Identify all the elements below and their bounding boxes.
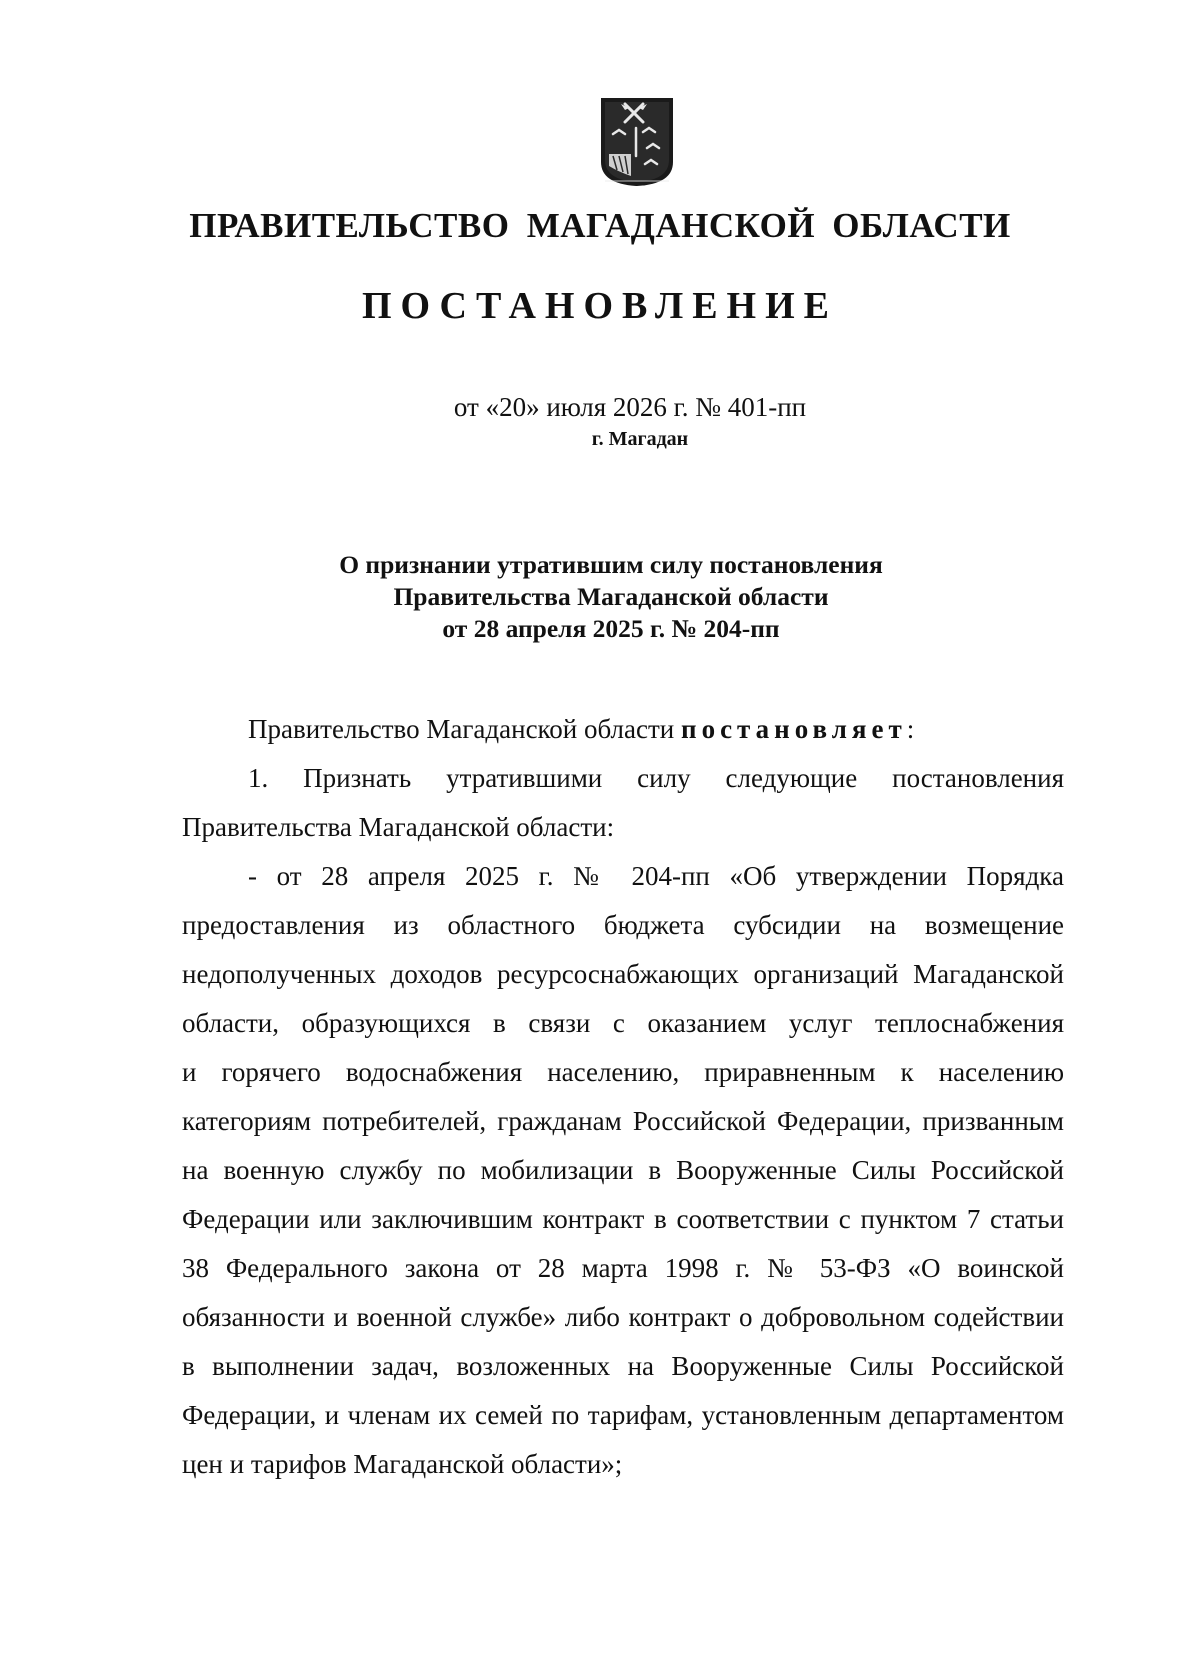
paragraph-line: цен и тарифов Магаданской области»; — [182, 1449, 623, 1479]
paragraph-line: и горячего водоснабжения населению, приравненным к населению — [182, 1057, 1064, 1087]
coat-of-arms-emblem-icon — [599, 96, 675, 188]
paragraph-line: в выполнении задач, возложенных на Вооруженные Силы Российской — [182, 1351, 1064, 1381]
government-title: ПРАВИТЕЛЬСТВО МАГАДАНСКОЙ ОБЛАСТИ — [189, 206, 1011, 245]
subject-line: Правительства Магаданской области — [393, 582, 829, 611]
paragraph-line: - от 28 апреля 2025 г. № 204-пп «Об утверждении Порядка — [248, 861, 1064, 891]
document-subject — [0, 549, 1200, 645]
paragraph-line: 38 Федерального закона от 28 марта 1998 г. № 53-ФЗ «О воинской — [182, 1253, 1064, 1283]
subject-line: О признании утратившим силу постановления — [339, 550, 883, 579]
subject-line: от 28 апреля 2025 г. № 204-пп — [442, 614, 780, 643]
paragraph-line: Федерации или заключившим контракт в соответствии с пунктом 7 статьи — [182, 1204, 1064, 1234]
preamble-resolves-word: постановляет — [681, 714, 907, 744]
document-city: г. Магадан — [591, 428, 689, 450]
paragraph-line: Федерации, и членам их семей по тарифам, установленным департаментом — [182, 1400, 1064, 1430]
preamble-paragraph — [182, 705, 1064, 754]
document-date-number: от «20» июля 2026 г. № 401-пп — [453, 392, 807, 422]
paragraph-line: Правительства Магаданской области: — [182, 812, 615, 842]
paragraph-line: области, образующихся в связи с оказанием услуг теплоснабжения — [182, 1008, 1064, 1038]
preamble-text: Правительство Магаданской области — [248, 714, 682, 744]
paragraph-line: предоставления из областного бюджета субсидии на возмещение — [182, 910, 1064, 940]
paragraph-line: на военную службу по мобилизации в Вооруженные Силы Российской — [182, 1155, 1064, 1185]
paragraph-line: категориям потребителей, гражданам Российской Федерации, призванным — [182, 1106, 1064, 1136]
document-type-title: ПОСТАНОВЛЕНИЕ — [361, 285, 839, 327]
paragraph-line: недополученных доходов ресурсоснабжающих организаций Магаданской — [182, 959, 1064, 989]
document-body — [182, 705, 1064, 1489]
preamble-colon: : — [906, 714, 915, 744]
paragraph-line: обязанности и военной службе» либо контракт о добровольном содействии — [182, 1302, 1064, 1332]
paragraph-line: 1. Признать утратившими силу следующие постановления — [248, 763, 1064, 793]
